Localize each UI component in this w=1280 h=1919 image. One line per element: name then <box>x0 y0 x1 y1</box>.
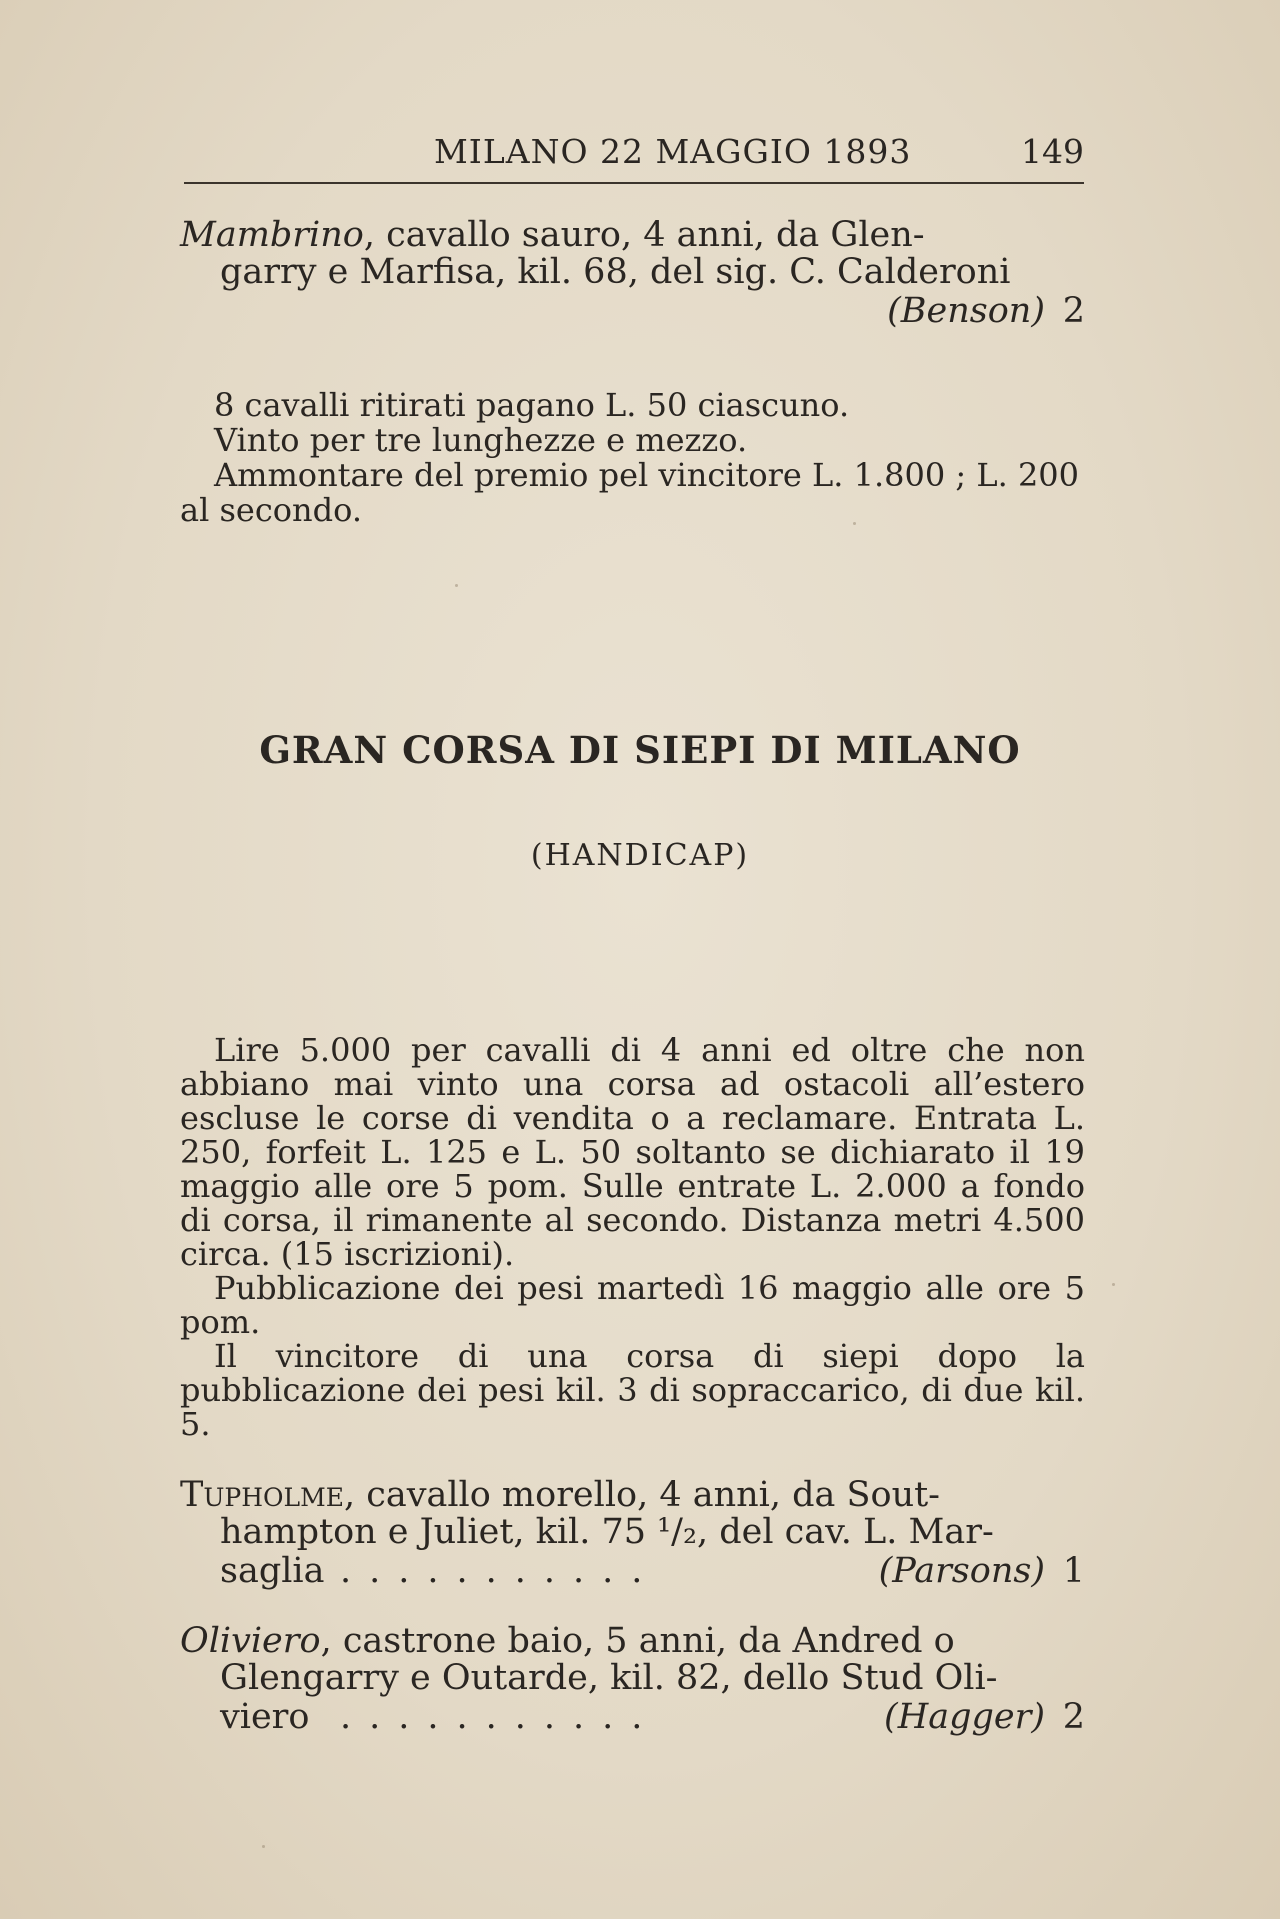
note-margin: Vinto per tre lunghezze e mezzo. <box>214 421 748 459</box>
horse-description-continued: hampton e Juliet, kil. 75 ¹/₂, del cav. L. Mar- <box>220 1512 994 1552</box>
leader-dots: ........... <box>340 1551 661 1591</box>
leader-dots: ........... <box>340 1697 661 1737</box>
paper-speck <box>1112 1283 1115 1286</box>
header-divider <box>184 182 1084 184</box>
horse-description-end: viero <box>220 1697 310 1737</box>
jockey-placing-row <box>220 292 1085 330</box>
race-subtitle: (HANDICAP) <box>530 838 750 873</box>
race-notes <box>180 388 1085 528</box>
running-title: MILANO 22 MAGGIO 1893 <box>434 132 912 171</box>
finish-place: 2 <box>1062 291 1085 331</box>
horse-description: , castrone baio, 5 anni, da Andred o <box>320 1621 955 1661</box>
horse-description-continued: garry e Marfisa, kil. 68, del sig. C. Calderoni <box>220 252 1011 292</box>
note-withdrawn: 8 cavalli ritirati pagano L. 50 ciascuno. <box>214 386 850 424</box>
note-prize: Ammontare del premio pel vincitore L. 1.800 ; L. 200 al secondo. <box>180 456 1080 529</box>
page-number: 149 <box>1021 132 1084 171</box>
jockey-name: (Benson) <box>887 291 1045 331</box>
finish-place: 2 <box>1062 1697 1085 1737</box>
page-header <box>184 124 1084 174</box>
conditions-paragraph: Lire 5.000 per cavalli di 4 anni ed oltre che non abbiano mai vinto una corsa ad ostacoli all’estero escluse le corse di vendita o a reclamare. Entrata L. 250, forfeit L. 125 e L. 50 soltanto se dichiarato il 19 maggio alle ore 5 pom. Sulle entrate L. 2.000 a fondo di corsa, il rimanente al secondo. Distanza metri 4.500 circa. (15 iscrizioni). <box>180 1031 1085 1273</box>
horse-name: Tupholme <box>180 1475 344 1515</box>
race-title: GRAN CORSA DI SIEPI DI MILANO <box>259 728 1021 772</box>
race-conditions <box>180 1033 1085 1441</box>
jockey-placing-row <box>220 1698 1085 1736</box>
paper-speck <box>455 584 458 587</box>
horse-description: , cavallo sauro, 4 anni, da Glen- <box>363 215 925 255</box>
jockey-name: (Parsons) <box>878 1551 1045 1591</box>
horse-description-end: saglia <box>220 1551 325 1591</box>
horse-name: Mambrino <box>180 215 364 255</box>
horse-description: , cavallo morello, 4 anni, da Sout- <box>343 1475 941 1515</box>
jockey-placing-row <box>220 1552 1085 1590</box>
jockey-name: (Hagger) <box>884 1697 1045 1737</box>
penalty-rule: Il vincitore di una corsa di siepi dopo la pubblicazione dei pesi kil. 3 di sopraccarico, di due kil. 5. <box>180 1337 1085 1443</box>
horse-name: Oliviero <box>180 1621 321 1661</box>
paper-speck <box>853 522 856 525</box>
finish-place: 1 <box>1062 1551 1085 1591</box>
weights-publication: Pubblicazione dei pesi martedì 16 maggio alle ore 5 pom. <box>180 1269 1085 1341</box>
paper-speck <box>262 1845 265 1848</box>
horse-description-continued: Glengarry e Outarde, kil. 82, dello Stud Oli- <box>220 1658 998 1698</box>
